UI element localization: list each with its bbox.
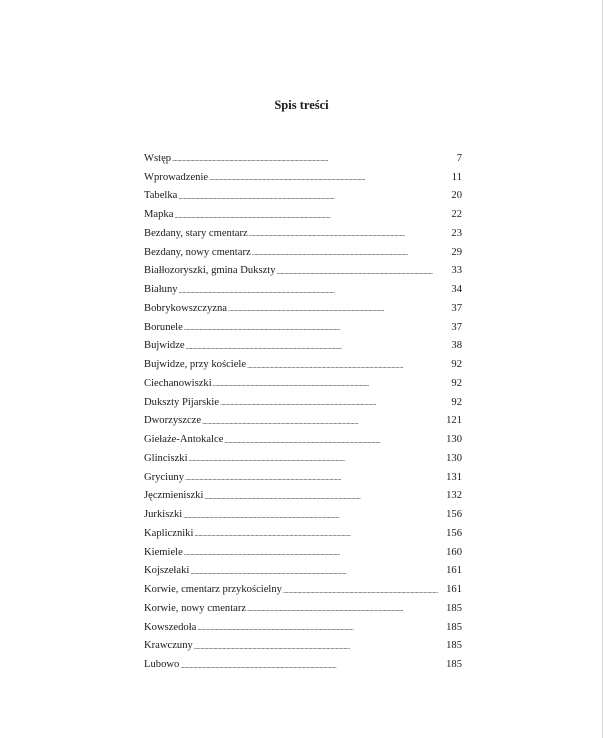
- toc-dot-leader: [202, 415, 438, 427]
- toc-dot-leader: [174, 209, 438, 221]
- toc-entry-label: Bobrykowszczyzna: [144, 302, 227, 314]
- toc-dot-leader: [172, 152, 438, 164]
- toc-entry-label: Bujwidze, przy kościele: [144, 359, 247, 371]
- toc-dot-leader: [224, 434, 438, 446]
- toc-entry-label: Ciechanowiszki: [144, 377, 212, 389]
- toc-dot-leader: [189, 452, 438, 464]
- toc-dot-leader: [277, 265, 438, 277]
- toc-entry-page-number: 37: [451, 321, 462, 333]
- toc-entry: [144, 149, 462, 168]
- toc-dot-leader: [180, 659, 438, 671]
- toc-entry: [144, 280, 462, 299]
- toc-entry-page-number: 92: [451, 377, 462, 389]
- toc-entry: [144, 618, 462, 637]
- toc-entry-page-number: 131: [446, 471, 462, 483]
- toc-entry: [144, 562, 462, 581]
- toc-dot-leader: [184, 321, 438, 333]
- toc-entry-page-number: 38: [451, 340, 462, 352]
- toc-entry-page-number: 23: [451, 227, 462, 239]
- toc-entry: [144, 187, 462, 206]
- toc-dot-leader: [283, 584, 438, 596]
- toc-entry-page-number: 161: [446, 584, 462, 596]
- toc-entry: [144, 524, 462, 543]
- toc-entry-page-number: 34: [451, 284, 462, 296]
- toc-entry: [144, 468, 462, 487]
- toc-dot-leader: [190, 565, 438, 577]
- toc-entry-page-number: 185: [446, 640, 462, 652]
- toc-entry-page-number: 185: [446, 602, 462, 614]
- toc-entry-page-number: 20: [451, 190, 462, 202]
- toc-entry-page-number: 156: [446, 527, 462, 539]
- toc-entry-label: Kojszełaki: [144, 565, 190, 577]
- toc-entry-page-number: 29: [451, 246, 462, 258]
- toc-dot-leader: [179, 284, 438, 296]
- toc-dot-leader: [184, 546, 438, 558]
- toc-entry-page-number: 33: [451, 265, 462, 277]
- toc-entry: [144, 487, 462, 506]
- toc-dot-leader: [213, 377, 438, 389]
- page-title: Spis treści: [274, 98, 329, 112]
- toc-entry-page-number: 22: [451, 209, 462, 221]
- toc-entry-label: Białłozoryszki, gmina Dukszty: [144, 265, 276, 277]
- toc-entry-label: Korwie, cmentarz przykościelny: [144, 584, 282, 596]
- toc-entry-label: Białuny: [144, 284, 178, 296]
- toc-entry: [144, 168, 462, 187]
- toc-entry-label: Lubowo: [144, 659, 180, 671]
- toc-dot-leader: [186, 340, 438, 352]
- toc-dot-leader: [197, 621, 438, 633]
- toc-entry: [144, 243, 462, 262]
- toc-entry-page-number: 92: [451, 396, 462, 408]
- toc-entry-page-number: 185: [446, 659, 462, 671]
- toc-entry-page-number: 7: [456, 152, 462, 164]
- toc-entry-label: Bezdany, nowy cmentarz: [144, 246, 251, 258]
- toc-entry-label: Kapliczniki: [144, 527, 194, 539]
- toc-entry: [144, 637, 462, 656]
- toc-entry-label: Krawczuny: [144, 640, 193, 652]
- toc-entry-label: Gryciuny: [144, 471, 185, 483]
- toc-entry: [144, 599, 462, 618]
- toc-entry-label: Bezdany, stary cmentarz: [144, 227, 248, 239]
- toc-entry: [144, 449, 462, 468]
- toc-dot-leader: [247, 602, 438, 614]
- toc-entry-page-number: 185: [446, 621, 462, 633]
- toc-entry-page-number: 161: [446, 565, 462, 577]
- toc-entry-label: Bujwidze: [144, 340, 185, 352]
- toc-entry: [144, 543, 462, 562]
- toc-entry: [144, 224, 462, 243]
- toc-dot-leader: [209, 171, 438, 183]
- toc-entry-label: Kiemiele: [144, 546, 183, 558]
- toc-dot-leader: [194, 640, 438, 652]
- toc-dot-leader: [204, 490, 438, 502]
- toc-entry-page-number: 130: [446, 452, 462, 464]
- toc-entry: [144, 299, 462, 318]
- toc-entry-page-number: 92: [451, 359, 462, 371]
- toc-entry: [144, 374, 462, 393]
- toc-dot-leader: [194, 527, 438, 539]
- toc-entry-label: Dworzyszcze: [144, 415, 202, 427]
- toc-dot-leader: [252, 246, 438, 258]
- toc-entry-label: Tabelka: [144, 190, 178, 202]
- toc-entry-label: Dukszty Pijarskie: [144, 396, 220, 408]
- toc-dot-leader: [247, 359, 438, 371]
- toc-entry: [144, 393, 462, 412]
- toc-entry-page-number: 11: [451, 171, 462, 183]
- toc-entry-label: Borunele: [144, 321, 183, 333]
- toc-entry-page-number: 37: [451, 302, 462, 314]
- toc-entry-label: Mapka: [144, 209, 174, 221]
- toc-entry-label: Korwie, nowy cmentarz: [144, 602, 247, 614]
- toc-entry: [144, 355, 462, 374]
- toc-entry: [144, 262, 462, 281]
- toc-entry: [144, 205, 462, 224]
- toc-entry: [144, 580, 462, 599]
- toc-entry: [144, 318, 462, 337]
- table-of-contents: [144, 149, 462, 674]
- toc-entry: [144, 412, 462, 431]
- toc-entry-label: Kowszedoła: [144, 621, 197, 633]
- toc-entry-label: Jurkiszki: [144, 509, 183, 521]
- toc-entry-page-number: 121: [446, 415, 462, 427]
- toc-dot-leader: [220, 396, 438, 408]
- toc-entry: [144, 655, 462, 674]
- toc-entry-page-number: 156: [446, 509, 462, 521]
- toc-entry-label: Wprowadzenie: [144, 171, 209, 183]
- toc-entry-label: Glinciszki: [144, 452, 188, 464]
- toc-entry: [144, 505, 462, 524]
- toc-dot-leader: [249, 227, 438, 239]
- toc-entry-label: Wstęp: [144, 152, 172, 164]
- toc-dot-leader: [183, 509, 438, 521]
- toc-dot-leader: [178, 190, 438, 202]
- toc-entry-page-number: 160: [446, 546, 462, 558]
- toc-entry-page-number: 130: [446, 434, 462, 446]
- toc-entry-label: Jęczmieniszki: [144, 490, 204, 502]
- toc-entry: [144, 337, 462, 356]
- toc-entry: [144, 430, 462, 449]
- toc-dot-leader: [185, 471, 438, 483]
- toc-entry-page-number: 132: [446, 490, 462, 502]
- toc-dot-leader: [228, 302, 438, 314]
- toc-entry-label: Giełaże-Antokalce: [144, 434, 224, 446]
